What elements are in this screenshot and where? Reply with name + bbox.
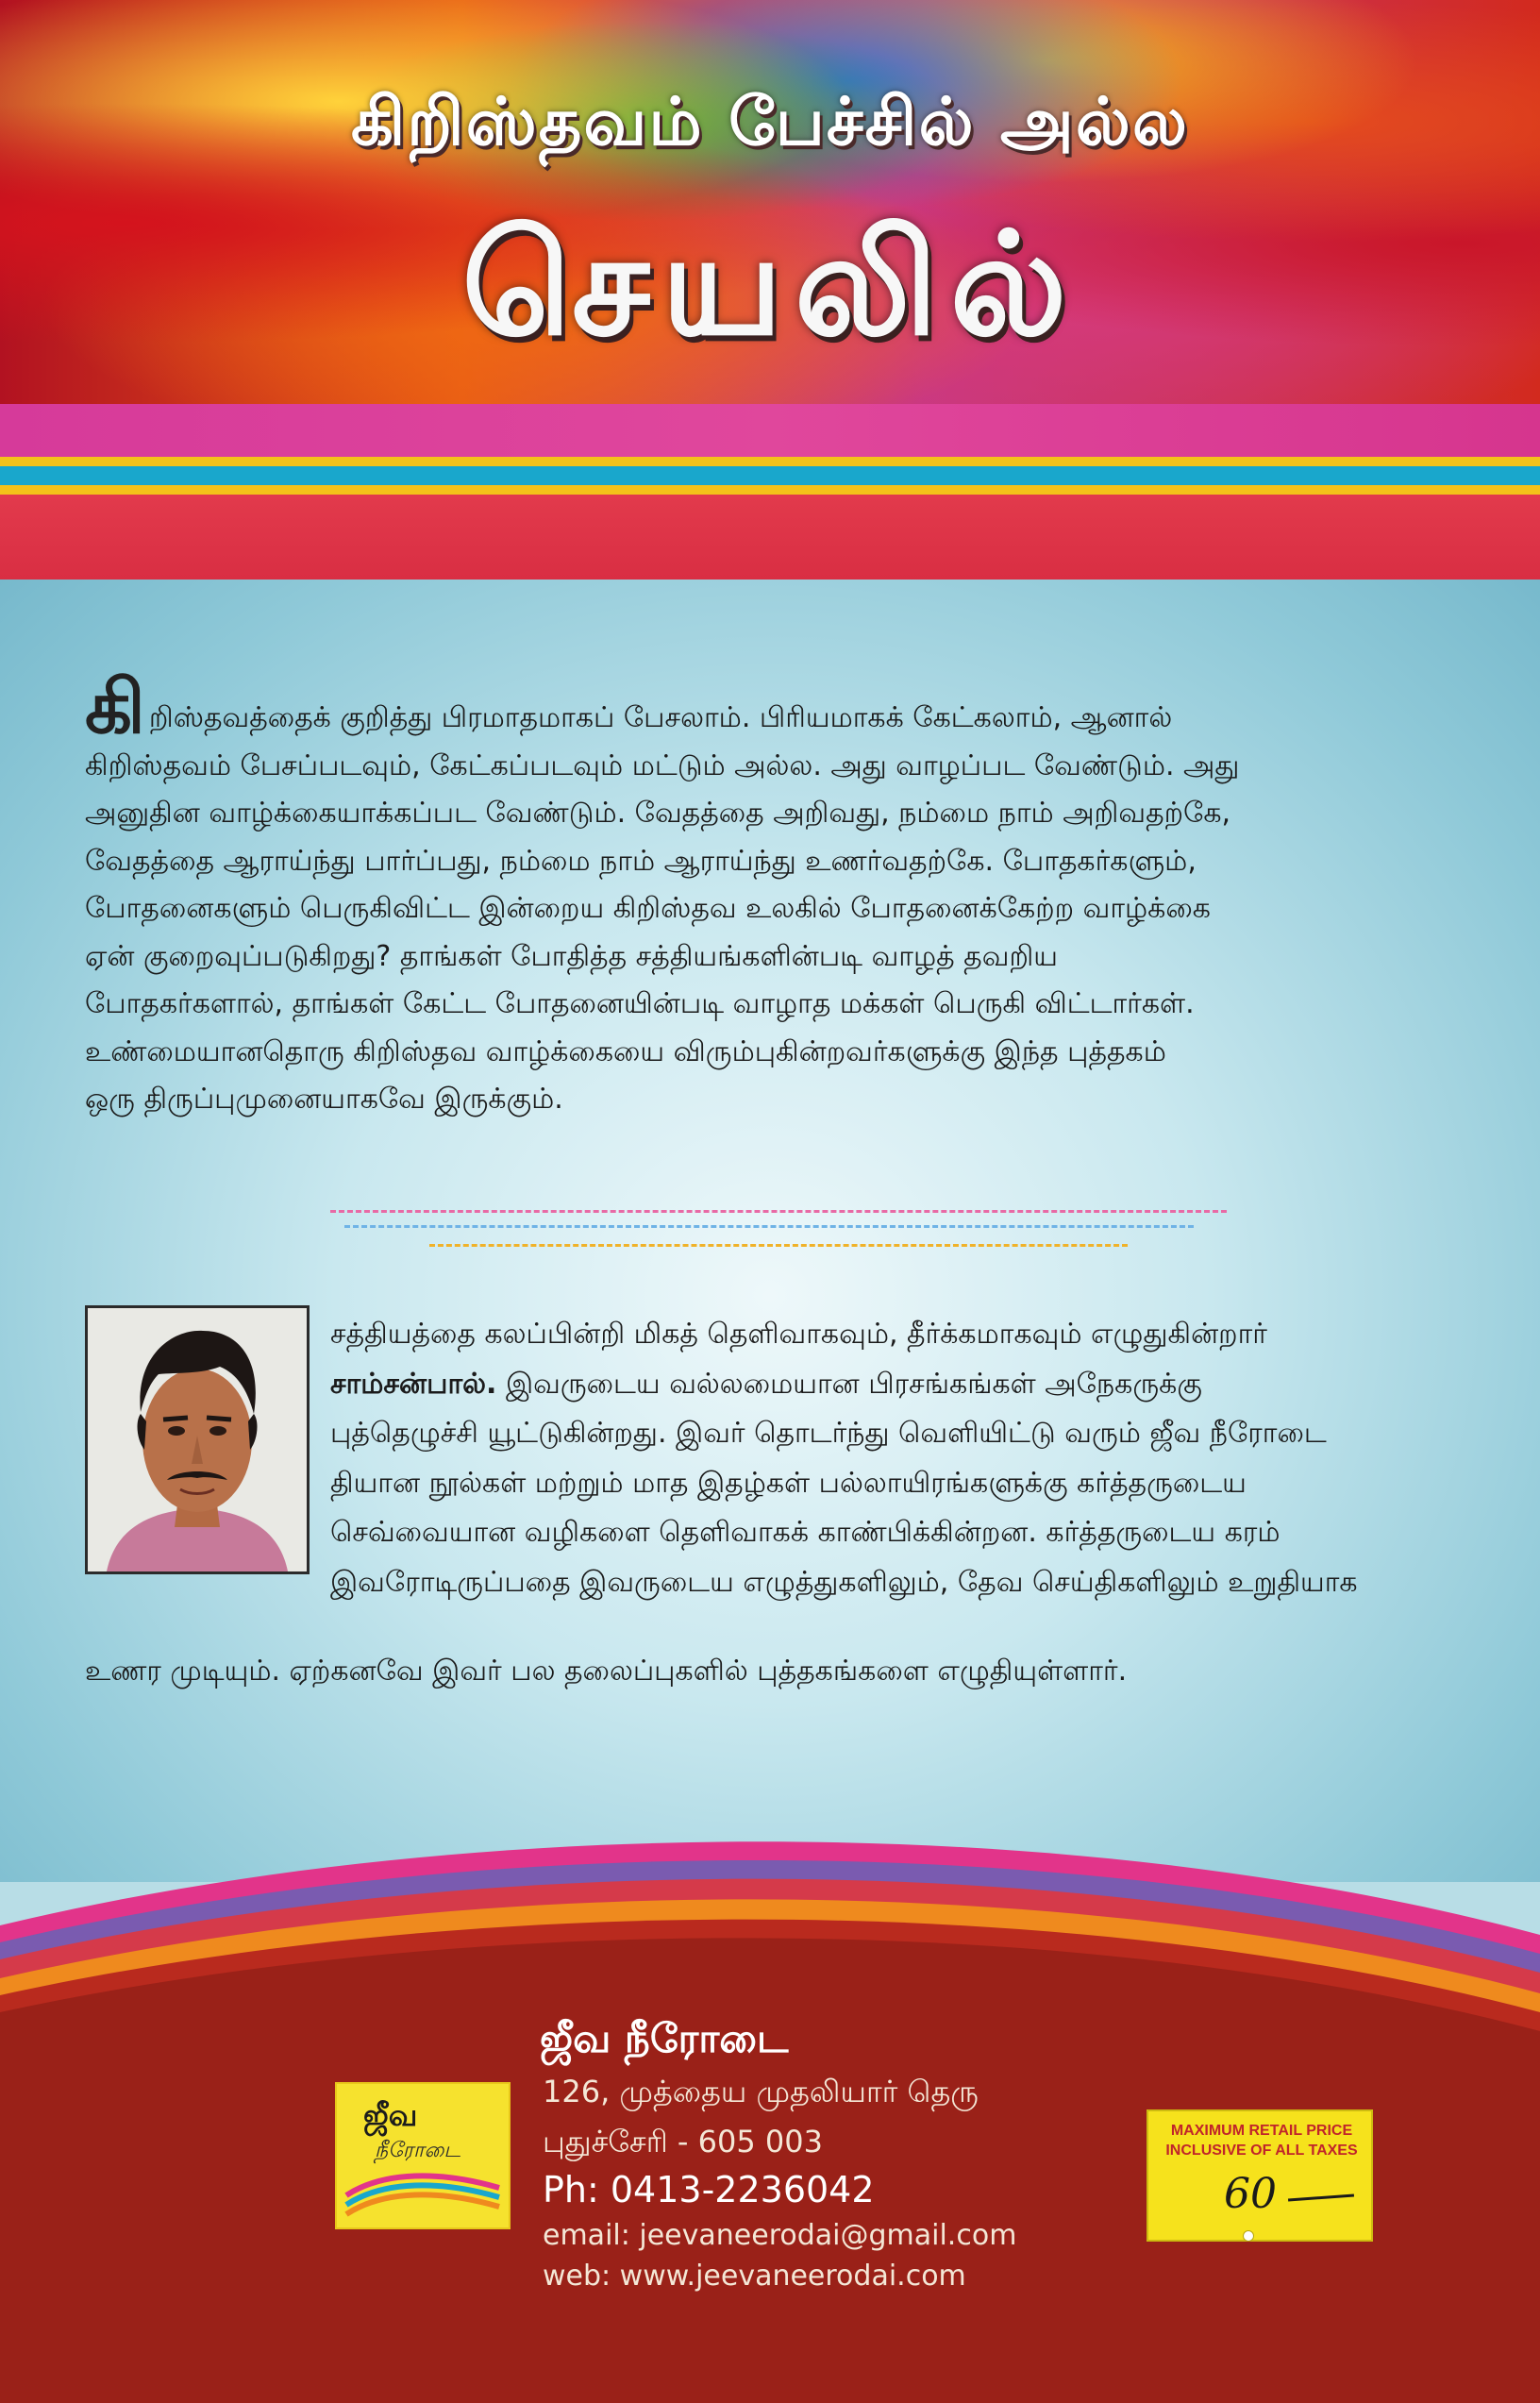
price-dash [1288,2194,1354,2202]
publisher-email: email: jeevaneerodai@gmail.com [543,2219,1017,2252]
price-sticker-label: MAXIMUM RETAIL PRICE INCLUSIVE OF ALL TAXES [1165,2123,1358,2159]
author-bio [330,1310,1491,1607]
bio-line: உணர முடியும். ஏற்கனவே இவர் பல தலைப்புகளில் புத்தகங்களை எழுதியுள்ளார். [85,1655,1128,1688]
blurb-line: அனுதின வாழ்க்கையாக்கப்பட வேண்டும். வேதத்தை அறிவது, நம்மை நாம் அறிவதற்கே, [85,797,1231,830]
logo-subtext: நீரோடை [375,2139,460,2162]
divider-pink [330,1210,1227,1213]
blurb-line: உண்மையானதொரு கிறிஸ்தவ வாழ்க்கையை விரும்புகின்றவர்களுக்கு இந்த புத்தகம் [85,1034,1166,1068]
yellow-stripe [0,457,1540,466]
bio-line: தியான நூல்கள் மற்றும் மாத இதழ்கள் பல்லாயிரங்களுக்கு கர்த்தருடைய [330,1466,1247,1500]
logo-text: ஜீவ [363,2097,418,2133]
title-banner [0,0,1540,406]
sticker-notch [1243,2230,1254,2242]
blurb-line: போதகர்களால், தாங்கள் கேட்ட போதனையின்படி வாழாத மக்கள் பெருகி விட்டார்கள். [85,987,1195,1020]
author-name: சாம்சன்பால். [330,1367,497,1401]
bio-line: சத்தியத்தை கலப்பின்றி மிகத் தெளிவாகவும், தீர்க்கமாகவும் எழுதுகின்றார் [330,1318,1267,1351]
publisher-website: web: www.jeevaneerodai.com [543,2260,966,2293]
price-value: 60 [1224,2170,1277,2218]
divider-yellow [429,1244,1128,1247]
blurb-line: கிறிஸ்தவத்தைக் குறித்து பிரமாதமாகப் பேசலாம். பிரியமாகக் கேட்கலாம், ஆனால் [85,665,1173,750]
book-blurb [85,665,1481,1124]
divider-blue [344,1225,1194,1228]
bio-line: செவ்வையான வழிகளை தெளிவாகக் காண்பிக்கின்றன. கர்த்தருடைய கரம் [330,1516,1281,1549]
blurb-line: வேதத்தை ஆராய்ந்து பார்ப்பது, நம்மை நாம் ஆராய்ந்து உணர்வதற்கே. போதகர்களும், [85,844,1197,878]
magenta-band [0,404,1540,457]
cover-subtitle: கிறிஸ்தவம் பேச்சில் அல்ல [351,83,1189,160]
bio-line: புத்தெழுச்சி யூட்டுகின்றது. இவர் தொடர்ந்து வெளியிட்டு வரும் ஜீவ நீரோடை [330,1417,1327,1450]
drop-cap: கி [85,665,145,750]
blurb-line: போதனைகளும் பெருகிவிட்ட இன்றைய கிறிஸ்தவ உலகில் போதனைக்கேற்ற வாழ்க்கை [85,892,1211,925]
bio-line: இவரோடிருப்பதை இவருடைய எழுத்துகளிலும், தேவ செய்திகளிலும் உறுதியாக [330,1565,1358,1599]
cyan-stripe [0,466,1540,485]
blurb-line: ஏன் குறைவுப்படுகிறது? தாங்கள் போதித்த சத்தியங்களின்படி வாழத் தவறிய [85,939,1058,973]
author-photo [85,1305,310,1574]
red-band [0,495,1540,580]
publisher-logo [335,2082,511,2229]
blurb-line: கிறிஸ்தவம் பேசப்படவும், கேட்கப்படவும் மட்டும் அல்ல. அது வாழப்பட வேண்டும். அது [85,748,1240,782]
publisher-address-line2: புதுச்சேரி - 605 003 [543,2124,823,2159]
publisher-name: ஜீவ நீரோடை [540,2015,789,2061]
blurb-line: ஒரு திருப்புமுனையாகவே இருக்கும். [85,1083,563,1116]
cover-title: செயலில் [461,203,1079,367]
publisher-address-line1: 126, முத்தைய முதலியார் தெரு [543,2074,979,2109]
yellow-stripe-lower [0,485,1540,495]
publisher-phone: Ph: 0413-2236042 [543,2169,875,2210]
price-sticker [1147,2109,1373,2242]
bio-line: சாம்சன்பால். இவருடைய வல்லமையான பிரசங்கங்கள் அநேகருக்கு [330,1367,1202,1401]
